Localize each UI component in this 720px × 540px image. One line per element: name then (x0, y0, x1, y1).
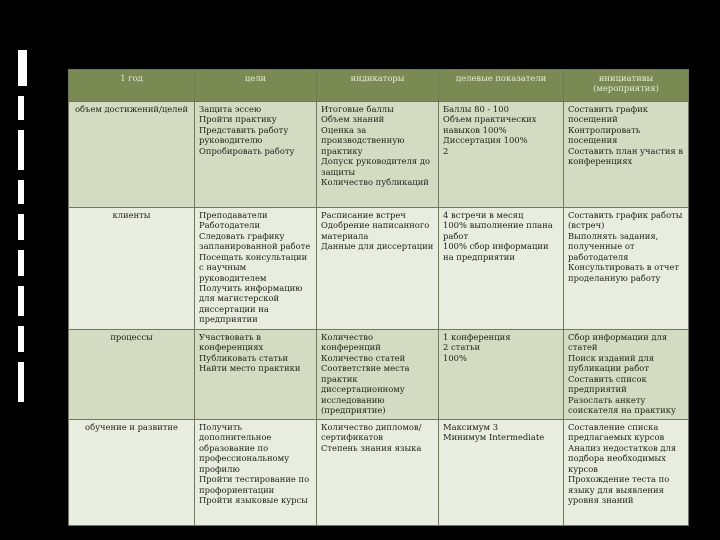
targets-item: Объем практических навыков 100% (443, 114, 537, 135)
initiatives-item: Выполнять задания, полученные от работодателя (568, 230, 659, 262)
header-indicators: индикаторы (317, 70, 439, 102)
cell-goals (195, 420, 317, 526)
targets-item: 4 встречи в месяц (443, 210, 524, 220)
initiatives-item: Составить план участия в конференциях (568, 145, 684, 167)
targets-item: 2 статьи (443, 342, 481, 353)
cell-initiatives (564, 330, 689, 420)
goals-item: Пройти тестирование по профориентации (199, 474, 310, 495)
goals-item: Найти место практики (199, 363, 301, 374)
cell-targets (439, 102, 564, 208)
indicators-item: Соответствие места практик диссертационному исследованию (предприятие) (321, 363, 410, 415)
targets-item: 100% выполнение плана работ (443, 220, 553, 241)
targets-item: 100% (443, 352, 467, 363)
targets-item: 100% сбор информации на предприятии (443, 241, 549, 262)
row-area-label: обучение и развитие (69, 420, 195, 526)
table-row (69, 420, 689, 526)
decor-bar (18, 250, 24, 276)
goals-item: Работодатели (199, 220, 261, 231)
row-area-label: процессы (69, 330, 195, 420)
indicators-item: Итоговые баллы (321, 104, 394, 114)
cell-targets (439, 420, 564, 526)
goals-item: Пройти практику (199, 114, 277, 125)
decor-bar (18, 286, 24, 316)
goals-item: Публиковать статьи (199, 352, 289, 363)
header-initiatives: инициативы (мероприятия) (564, 70, 689, 102)
goals-item: Посещать консультации с научным руководителем (199, 251, 308, 283)
goals-item: Получить дополнительное образование по профессиональному профилю (199, 422, 290, 474)
indicators-item: Оценка за производственную практику (321, 124, 405, 156)
table-row (69, 102, 689, 208)
cell-initiatives (564, 208, 689, 330)
header-year: 1 год (69, 70, 195, 102)
table-row (69, 208, 689, 330)
initiatives-item: Консультировать в отчет проделанную работу (568, 262, 679, 283)
targets-item: 2 (443, 145, 449, 156)
goals-item: Пройти языковые курсы (199, 494, 308, 505)
initiatives-item: Сбор информации для статей (568, 332, 668, 353)
table-row (69, 330, 689, 420)
initiatives-item: Прохождение теста по языку для выявления уровня знаний (568, 474, 670, 505)
indicators-item: Данные для диссертации (321, 241, 434, 252)
goals-item: Защита эссею (199, 104, 262, 114)
cell-goals (195, 330, 317, 420)
indicators-item: Количество конференций (321, 332, 381, 353)
cell-targets (439, 208, 564, 330)
decor-bar (18, 362, 24, 402)
indicators-item: Количество статей (321, 352, 406, 363)
targets-item: Минимум Intermediate (443, 432, 545, 443)
goals-item: Следовать графику запланированной работе (199, 230, 311, 252)
decor-bar (18, 180, 24, 204)
cell-initiatives (564, 102, 689, 208)
cell-initiatives (564, 420, 689, 526)
table-header-row (69, 70, 689, 102)
cell-indicators (317, 420, 439, 526)
decor-bar (18, 130, 24, 170)
targets-item: Баллы 80 - 100 (443, 104, 509, 114)
initiatives-item: Составить список предприятий (568, 373, 647, 395)
indicators-item: Количество дипломов/сертификатов (321, 422, 422, 443)
row-area-label: клиенты (69, 208, 195, 330)
cell-targets (439, 330, 564, 420)
decor-bar (18, 214, 24, 240)
goals-item: Опробировать работу (199, 145, 295, 156)
initiatives-item: Составить график работы (встреч) (568, 210, 683, 231)
decor-bar (18, 96, 24, 120)
header-goals: цели (195, 70, 317, 102)
initiatives-item: Поиск изданий для публикации работ (568, 352, 654, 374)
cell-indicators (317, 102, 439, 208)
slide-decoration-bars (18, 50, 30, 412)
cell-goals (195, 102, 317, 208)
indicators-item: Степень знания языка (321, 442, 422, 453)
indicators-item: Одобрение написанного материала (321, 220, 430, 241)
indicators-item: Объем знаний (321, 114, 385, 125)
header-targets: целевые показатели (439, 70, 564, 102)
targets-item: 1 конференция (443, 332, 511, 342)
initiatives-item: Контролировать посещения (568, 124, 641, 146)
indicators-item: Количество публикаций (321, 176, 429, 187)
initiatives-item: Разослать анкету соискателя на практику (568, 394, 676, 415)
decor-bar (18, 326, 24, 352)
initiatives-item: Составить график посещений (568, 104, 649, 125)
targets-item: Максимум 3 (443, 422, 499, 432)
cell-indicators (317, 330, 439, 420)
initiatives-item: Составление списка предлагаемых курсов (568, 422, 665, 443)
goals-item: Преподаватели (199, 210, 268, 220)
goals-item: Участвовать в конференциях (199, 332, 264, 353)
goals-item: Получить информацию для магистерской диссертации на предприятии (199, 282, 303, 325)
row-area-label: объем достижений/целей (69, 102, 195, 208)
cell-goals (195, 208, 317, 330)
decor-bar (18, 50, 27, 86)
cell-indicators (317, 208, 439, 330)
indicators-item: Допуск руководителя до защиты (321, 156, 431, 177)
targets-item: Диссертация 100% (443, 135, 528, 146)
balanced-scorecard-table (68, 69, 689, 526)
goals-item: Представить работу руководителю (199, 124, 289, 146)
indicators-item: Расписание встреч (321, 210, 406, 220)
initiatives-item: Анализ недостатков для подбора необходимых курсов (568, 442, 677, 474)
